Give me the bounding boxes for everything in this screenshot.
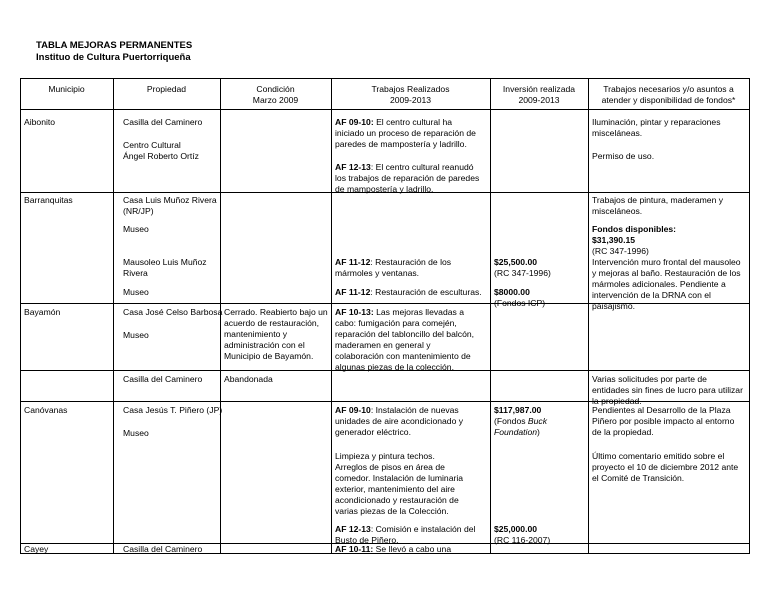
canovanas-work-2 <box>335 451 463 517</box>
barranquitas-work-1-line1: : Restauración de los <box>370 257 452 267</box>
aibonito-prop-centro-line1: Centro Cultural <box>123 140 181 150</box>
bayamon-need-1-line3: la propiedad. <box>592 396 642 406</box>
barranquitas-need-1-line1: Trabajos de pintura, maderamen y <box>592 195 724 205</box>
header-condicion-line1: Condición <box>256 84 295 94</box>
aibonito-work-2-line1: : El centro cultural reanudó <box>370 162 474 172</box>
aibonito-prop-centro <box>123 140 199 162</box>
bayamon-work-1-line2: cabo: fumigación para comején, <box>335 318 457 328</box>
header-propiedad-text: Propiedad <box>146 84 187 94</box>
bayamon-work-1-line1: Las mejoras llevadas a <box>373 307 464 317</box>
canovanas-inv-1-note-d: ) <box>537 427 540 437</box>
barranquitas-inv-2-note: (Fondos ICP) <box>494 298 546 308</box>
bayamon-work-1-line6: algunas piezas de la colección. <box>335 362 454 372</box>
barranquitas-work-1-code: AF 11-12 <box>335 257 371 267</box>
canovanas-inv-1 <box>494 405 547 438</box>
aibonito-prop-centro-line2: Ángel Roberto Ortíz <box>123 151 199 161</box>
canovanas-inv-2-amount: $25,000.00 <box>494 524 538 534</box>
cayey-prop-casilla: Casilla del Caminero <box>123 544 203 554</box>
bayamon-cond-1-line3: mantenimiento y <box>224 329 288 339</box>
canovanas-work-3 <box>335 524 475 546</box>
canovanas-work-2-line4: exterior, mantenimiento del aire <box>335 484 455 494</box>
bayamon-work-1-line3: reparación del tabloncillo del balcón, <box>335 329 475 339</box>
canovanas-inv-1-note-a: (Fondos <box>494 416 528 426</box>
canovanas-work-1-line2: unidades de aire acondicionado y <box>335 416 464 426</box>
header-municipio <box>20 84 113 95</box>
header-propiedad <box>113 84 220 95</box>
bayamon-work-1-code: AF 10-13: <box>335 307 374 317</box>
canovanas-work-2-line1: Limpieza y pintura techos. <box>335 451 435 461</box>
header-necesarios-line1: Trabajos necesarios y/o asuntos a <box>603 84 734 94</box>
canovanas-need-1-line2: Piñero por posible impacto al entorno <box>592 416 735 426</box>
header-necesarios <box>588 84 749 106</box>
canovanas-need-2-line1: Último comentario emitido sobre el <box>592 451 725 461</box>
canovanas-work-1-line1: : Instalación de nuevas <box>370 405 459 415</box>
aibonito-work-1-line1: El centro cultural ha <box>373 117 453 127</box>
barranquitas-need-2-line5: y mejoras al baño. Restauración de los <box>592 268 741 278</box>
bayamon-need-1 <box>592 374 743 407</box>
bayamon-work-1 <box>335 307 474 373</box>
table-col-rule-3 <box>331 78 332 553</box>
barranquitas-prop-mausoleo-line2: Rivera <box>123 268 148 278</box>
bayamon-cond-1-line2: acuerdo de restauración, <box>224 318 320 328</box>
barranquitas-need-2-line7: intervención de la DRNA con el <box>592 290 711 300</box>
barranquitas-prop-mausoleo <box>123 257 207 279</box>
barranquitas-inv-1-amount: $25,500.00 <box>494 257 538 267</box>
barranquitas-need-2-line3: (RC 347-1996) <box>592 246 649 256</box>
cayey-municipio: Cayey <box>24 544 49 554</box>
table-rule-top <box>20 78 750 79</box>
barranquitas-inv-1 <box>494 257 551 279</box>
bayamon-cond-1-line1: Cerrado. Reabierto bajo un <box>224 307 328 317</box>
aibonito-work-2-line2: los trabajos de reparación de paredes <box>335 173 480 183</box>
canovanas-work-3-line2: Busto de Piñero. <box>335 535 399 545</box>
canovanas-work-1-code: AF 09-10 <box>335 405 371 415</box>
aibonito-work-1-line2: iniciado un proceso de reparación de <box>335 128 476 138</box>
bayamon-cond-2: Abandonada <box>224 374 273 384</box>
cayey-work-1-code: AF 10-11: <box>335 544 374 554</box>
canovanas-prop-casa: Casa Jesús T. Piñero (JP) <box>123 405 223 415</box>
canovanas-work-3-code: AF 12-13 <box>335 524 371 534</box>
canovanas-inv-2-note: (RC 116-2007) <box>494 535 551 545</box>
aibonito-need-1-line1: Iluminación, pintar y reparaciones <box>592 117 721 127</box>
canovanas-inv-2 <box>494 524 550 546</box>
canovanas-municipio: Canóvanas <box>24 405 68 415</box>
canovanas-inv-1-note-c: Foundation <box>494 427 538 437</box>
bayamon-work-1-line4: maderamen en general y <box>335 340 431 350</box>
barranquitas-prop-museo-2: Museo <box>123 287 149 297</box>
header-trabajos-line1: Trabajos Realizados <box>371 84 450 94</box>
barranquitas-need-2 <box>592 224 741 312</box>
barranquitas-work-1-line2: mármoles y ventanas. <box>335 268 420 278</box>
header-condicion <box>220 84 331 106</box>
header-inversion-line1: Inversión realizada <box>502 84 576 94</box>
canovanas-need-2 <box>592 451 738 484</box>
bayamon-municipio: Bayamón <box>24 307 61 317</box>
bayamon-need-1-line1: Varias solicitudes por parte de <box>592 374 707 384</box>
canovanas-work-3-line1: : Comisión e instalación del <box>370 524 476 534</box>
bayamon-cond-1 <box>224 307 328 362</box>
canovanas-work-2-line3: comedor. Instalación de luminaria <box>335 473 464 483</box>
barranquitas-municipio: Barranquitas <box>24 195 73 205</box>
aibonito-need-1 <box>592 117 721 139</box>
aibonito-work-1 <box>335 117 476 150</box>
aibonito-work-2-line3: de mampostería y ladrillo. <box>335 184 434 194</box>
header-inversion-line2: 2009-2013 <box>518 95 560 105</box>
barranquitas-need-1-line2: misceláneos. <box>592 206 643 216</box>
document-title: TABLA MEJORAS PERMANENTES <box>36 40 193 51</box>
table-rule-header <box>20 109 750 110</box>
table-col-rule-6 <box>749 78 750 553</box>
barranquitas-prop-museo-1: Museo <box>123 224 149 234</box>
barranquitas-work-2 <box>335 287 482 298</box>
bayamon-work-1-line5: colaboración con mantenimiento de <box>335 351 471 361</box>
document-subtitle: Instituo de Cultura Puertorriqueña <box>36 52 191 63</box>
barranquitas-need-2-line8: paisajismo. <box>592 301 635 311</box>
canovanas-work-1 <box>335 405 463 438</box>
barranquitas-need-2-line1: Fondos disponibles: <box>592 224 677 234</box>
barranquitas-inv-1-note: (RC 347-1996) <box>494 268 551 278</box>
header-trabajos-line2: 2009-2013 <box>389 95 432 105</box>
table-col-rule-1 <box>113 78 114 553</box>
aibonito-prop-casilla: Casilla del Caminero <box>123 117 203 127</box>
bayamon-prop-casa: Casa José Celso Barbosa <box>123 307 223 317</box>
bayamon-prop-museo: Museo <box>123 330 149 340</box>
canovanas-work-2-line2: Arreglos de pisos en área de <box>335 462 445 472</box>
barranquitas-need-2-line2: $31,390.15 <box>592 235 636 245</box>
aibonito-need-2: Permiso de uso. <box>592 151 655 161</box>
bayamon-cond-1-line5: Municipio de Bayamón. <box>224 351 314 361</box>
canovanas-need-2-line3: el Comité de Transición. <box>592 473 685 483</box>
cayey-work-1 <box>335 544 451 555</box>
header-municipio-text: Municipio <box>48 84 85 94</box>
header-trabajos <box>331 84 490 106</box>
barranquitas-work-1 <box>335 257 451 279</box>
canovanas-need-1-line3: de la propiedad. <box>592 427 654 437</box>
table-col-rule-0 <box>20 78 21 553</box>
canovanas-need-2-line2: proyecto el 10 de diciembre 2012 ante <box>592 462 739 472</box>
aibonito-work-1-code: AF 09-10: <box>335 117 374 127</box>
barranquitas-need-2-line4: Intervención muro frontal del mausoleo <box>592 257 741 267</box>
aibonito-work-2-code: AF 12-13 <box>335 162 371 172</box>
canovanas-need-1 <box>592 405 734 438</box>
barranquitas-inv-2-amount: $8000.00 <box>494 287 530 297</box>
barranquitas-prop-casa <box>123 195 217 217</box>
bayamon-need-1-line2: entidades sin fines de lucro para utilizar <box>592 385 743 395</box>
header-inversion <box>490 84 588 106</box>
canovanas-need-1-line1: Pendientes al Desarrollo de la Plaza <box>592 405 731 415</box>
canovanas-inv-1-amount: $117,987.00 <box>494 405 542 415</box>
barranquitas-prop-mausoleo-line1: Mausoleo Luis Muñoz <box>123 257 207 267</box>
barranquitas-work-2-line1: : Restauración de esculturas. <box>370 287 482 297</box>
barranquitas-need-1 <box>592 195 723 217</box>
bayamon-cond-1-line4: administración con el <box>224 340 305 350</box>
table-col-rule-5 <box>588 78 589 553</box>
aibonito-need-1-line2: misceláneas. <box>592 128 643 138</box>
aibonito-work-1-line3: paredes de mampostería y ladrillo. <box>335 139 467 149</box>
bayamon-prop-casilla: Casilla del Caminero <box>123 374 203 384</box>
canovanas-inv-1-note-b: Buck <box>527 416 548 426</box>
barranquitas-need-2-line6: mármoles adicionales. Pendiente a <box>592 279 726 289</box>
header-necesarios-line2: atender y disponibilidad de fondos* <box>601 95 736 105</box>
aibonito-work-2 <box>335 162 479 195</box>
canovanas-work-2-line5: acondicionado y restauración de <box>335 495 459 505</box>
header-condicion-line2: Marzo 2009 <box>252 95 299 105</box>
canovanas-prop-museo: Museo <box>123 428 149 438</box>
table-col-rule-4 <box>490 78 491 553</box>
canovanas-work-2-line6: varias piezas de la Colección. <box>335 506 449 516</box>
barranquitas-inv-2 <box>494 287 545 309</box>
canovanas-work-1-line3: generador eléctrico. <box>335 427 411 437</box>
aibonito-municipio: Aibonito <box>24 117 56 127</box>
cayey-work-1-line1: Se llevó a cabo una <box>373 544 452 554</box>
barranquitas-work-2-code: AF 11-12 <box>335 287 371 297</box>
barranquitas-prop-casa-line1: Casa Luis Muñoz Rivera <box>123 195 217 205</box>
barranquitas-prop-casa-line2: (NR/JP) <box>123 206 154 216</box>
